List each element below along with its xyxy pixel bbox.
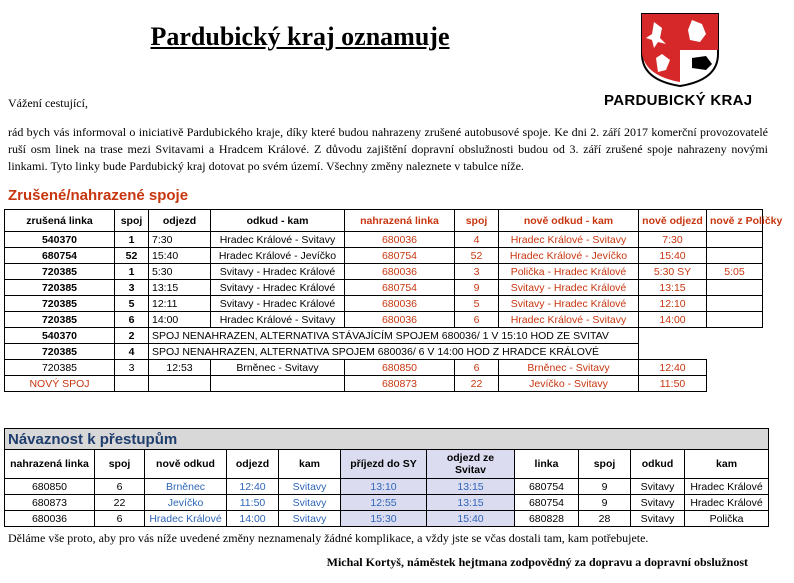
- table-cell: 52: [115, 248, 149, 264]
- table-cell: 12:53: [149, 360, 211, 376]
- table-title-row: [5, 429, 769, 450]
- table-cell: 5:05: [707, 264, 763, 280]
- header-cell: zrušená linka: [5, 210, 115, 232]
- table-cell: Hradec Králové - Svitavy: [499, 232, 639, 248]
- table-cell: 13:15: [639, 280, 707, 296]
- table-cell: 6: [455, 312, 499, 328]
- table-cell: 28: [579, 511, 631, 527]
- table-cell: Hradec Králové - Svitavy: [499, 312, 639, 328]
- header-cell: nově odkud - kam: [499, 210, 639, 232]
- table-cell: 4: [115, 344, 149, 360]
- table-cell: Svitavy - Hradec Králové: [211, 296, 345, 312]
- table-cell: 540370: [5, 232, 115, 248]
- header-cell: odjezd ze Svitav: [427, 450, 515, 479]
- table-cell: 3: [455, 264, 499, 280]
- note-text: SPOJ NENAHRAZEN, ALTERNATIVA SPOJEM 680036/ 6 V 14:00 HOD Z HRADCE KRÁLOVÉ: [149, 344, 639, 360]
- table-cell: 680850: [345, 360, 455, 376]
- table-cell: Hradec Králové: [145, 511, 227, 527]
- table-body: [5, 232, 763, 328]
- section-title: Zrušené/nahrazené spoje: [8, 187, 189, 204]
- table-row: [5, 495, 769, 511]
- table-cell: 15:30: [341, 511, 427, 527]
- table-cell: Svitavy: [279, 479, 341, 495]
- header-cell: nahrazená linka: [345, 210, 455, 232]
- table-cell: [149, 376, 211, 392]
- table-cell: 22: [455, 376, 499, 392]
- table-cell: Hradec Králové - Jevíčko: [499, 248, 639, 264]
- table-cell: 680036: [345, 264, 455, 280]
- table-row: [5, 479, 769, 495]
- table-cell: 6: [455, 360, 499, 376]
- table-cell: 52: [455, 248, 499, 264]
- footer-text: Děláme vše proto, aby pro vás níže uvedené změny neznamenaly žádné komplikace, a vždy jste se včas dostali tam, kam potřebujete.: [8, 531, 649, 545]
- table-cell: Svitavy: [631, 495, 685, 511]
- table-cell: Hradec Králové - Jevíčko: [211, 248, 345, 264]
- table-cell: 11:50: [227, 495, 279, 511]
- table-cell: 680754: [345, 280, 455, 296]
- empty-cell: [707, 360, 763, 376]
- table-cell: 680036: [5, 511, 95, 527]
- empty-cell: [639, 344, 763, 360]
- table-cell: Svitavy - Hradec Králové: [499, 296, 639, 312]
- table-cell: 13:10: [341, 479, 427, 495]
- table-cell: [707, 232, 763, 248]
- table-cell: [707, 312, 763, 328]
- header-cell: nově odkud: [145, 450, 227, 479]
- header-cell: odkud - kam: [211, 210, 345, 232]
- table-cell: [707, 296, 763, 312]
- table-cell: 7:30: [639, 232, 707, 248]
- table-cell: Svitavy: [279, 511, 341, 527]
- table-cell: 12:10: [639, 296, 707, 312]
- extra-body: [5, 360, 763, 392]
- table-cell: 13:15: [427, 479, 515, 495]
- table-cell: 3: [115, 360, 149, 376]
- table-row: [5, 280, 763, 296]
- brand-name: PARDUBICKÝ KRAJ: [604, 92, 753, 109]
- table-row: [5, 511, 769, 527]
- table-cell: 5:30 SY: [639, 264, 707, 280]
- table-cell: [211, 376, 345, 392]
- table-cell: 2: [115, 328, 149, 344]
- table-cell: 720385: [5, 360, 115, 376]
- table-cell: 720385: [5, 296, 115, 312]
- table-cell: 13:15: [427, 495, 515, 511]
- table-cell: 6: [95, 511, 145, 527]
- table-cell: 15:40: [639, 248, 707, 264]
- header-cell: kam: [279, 450, 341, 479]
- table-cell: 6: [115, 312, 149, 328]
- page-title: Pardubický kraj oznamuje: [150, 22, 450, 51]
- header-cell: nově z Poličky: [707, 210, 763, 232]
- header-cell: nahrazená linka: [5, 450, 95, 479]
- note-text: SPOJ NENAHRAZEN, ALTERNATIVA STÁVAJÍCÍM SPOJEM 680036/ 1 V 15:10 HOD ZE SVITAV: [149, 328, 639, 344]
- table-cell: Svitavy - Hradec Králové: [499, 280, 639, 296]
- table-cell: 720385: [5, 312, 115, 328]
- table-cell: 15:40: [427, 511, 515, 527]
- note-row: [5, 328, 763, 344]
- table-cell: 7:30: [149, 232, 211, 248]
- table-cell: 5: [455, 296, 499, 312]
- table-cell: 1: [115, 264, 149, 280]
- table-cell: Svitavy: [631, 511, 685, 527]
- table-cell: 720385: [5, 344, 115, 360]
- table-cell: 5: [115, 296, 149, 312]
- table-cell: 680873: [5, 495, 95, 511]
- connections-table: [4, 428, 769, 527]
- table-cell: 13:15: [149, 280, 211, 296]
- table-cell: Svitavy: [279, 495, 341, 511]
- table-cell: 680754: [515, 479, 579, 495]
- header-cell: nově odjezd: [639, 210, 707, 232]
- header-cell: odjezd: [149, 210, 211, 232]
- table-cell: Svitavy - Hradec Králové: [211, 280, 345, 296]
- table-cell: Polička: [685, 511, 769, 527]
- table-cell: 680754: [5, 248, 115, 264]
- table-cell: 3: [115, 280, 149, 296]
- header-cell: spoj: [455, 210, 499, 232]
- table-cell: 14:00: [227, 511, 279, 527]
- table-cell: 12:40: [227, 479, 279, 495]
- table-row: [5, 232, 763, 248]
- header-cell: spoj: [95, 450, 145, 479]
- table-cell: 4: [455, 232, 499, 248]
- table-cell: Hradec Králové: [685, 479, 769, 495]
- table-cell: 9: [579, 479, 631, 495]
- header-cell: odkud: [631, 450, 685, 479]
- table-cell: 12:11: [149, 296, 211, 312]
- table-cell: 680850: [5, 479, 95, 495]
- table-cell: 540370: [5, 328, 115, 344]
- table-cell: Brněnec - Svitavy: [211, 360, 345, 376]
- header-cell: spoj: [579, 450, 631, 479]
- intro-paragraph: rád bych vás informoval o iniciativě Pardubického kraje, díky které budou nahrazeny zrušené autobusové spoje. Ke dni 2. září 2017 komerční provozovatelé ruší osm linek na trase mezi Svitavami a Hradcem Králové. Z důvodu zajištění dopravní obslužnosti budou od 3. září zrušené spoje nahrazeny novými linkami. Tyto linky bude Pardubický kraj dotovat po svém území. Všechny změny naleznete v tabulce níže.: [8, 125, 768, 173]
- table-row: [5, 248, 763, 264]
- table-cell: 680754: [515, 495, 579, 511]
- table-cell: 9: [579, 495, 631, 511]
- header-cell: linka: [515, 450, 579, 479]
- table-body: [5, 479, 769, 527]
- table-cell: 5:30: [149, 264, 211, 280]
- table-row: [5, 264, 763, 280]
- header-cell: odjezd: [227, 450, 279, 479]
- table-cell: Brněnec - Svitavy: [499, 360, 639, 376]
- table-cell: [115, 376, 149, 392]
- table-cell: 15:40: [149, 248, 211, 264]
- coat-of-arms-logo: [636, 10, 724, 88]
- table-cell: Svitavy: [631, 479, 685, 495]
- table-cell: 680036: [345, 296, 455, 312]
- table-cell: 11:50: [639, 376, 707, 392]
- table-cell: 12:55: [341, 495, 427, 511]
- table-cell: 9: [455, 280, 499, 296]
- table-cell: 14:00: [639, 312, 707, 328]
- table-cell: [707, 280, 763, 296]
- header-cell: příjezd do SY: [341, 450, 427, 479]
- table-cell: [707, 248, 763, 264]
- table-row: [5, 376, 763, 392]
- table-cell: Hradec Králové: [685, 495, 769, 511]
- table-cell: 1: [115, 232, 149, 248]
- note-row: [5, 344, 763, 360]
- table-cell: Svitavy - Hradec Králové: [211, 264, 345, 280]
- table-cell: Hradec Králové - Svitavy: [211, 232, 345, 248]
- table-title: Návaznost k přestupům: [5, 429, 769, 450]
- greeting: Vážení cestující,: [8, 96, 88, 110]
- table-cell: Polička - Hradec Králové: [499, 264, 639, 280]
- table-cell: 680036: [345, 232, 455, 248]
- table-cell: Jevíčko - Svitavy: [499, 376, 639, 392]
- table-cell: 680873: [345, 376, 455, 392]
- empty-cell: [707, 376, 763, 392]
- header-cell: spoj: [115, 210, 149, 232]
- table-cell: 22: [95, 495, 145, 511]
- table-header-row: [5, 210, 763, 232]
- table-row: [5, 296, 763, 312]
- table-cell: 680828: [515, 511, 579, 527]
- notes-body: [5, 328, 763, 360]
- table-cell: 720385: [5, 280, 115, 296]
- table-cell: Brněnec: [145, 479, 227, 495]
- table-cell: 12:40: [639, 360, 707, 376]
- table-cell: 680754: [345, 248, 455, 264]
- table-cell: Hradec Králové - Svitavy: [211, 312, 345, 328]
- table-cell: 720385: [5, 264, 115, 280]
- signature: Michal Kortyš, náměstek hejtmana zodpovědný za dopravu a dopravní obslužnost: [326, 555, 748, 569]
- table-cell: 14:00: [149, 312, 211, 328]
- table-cell: 6: [95, 479, 145, 495]
- header-cell: kam: [685, 450, 769, 479]
- table-cell: 680036: [345, 312, 455, 328]
- table-row: [5, 312, 763, 328]
- cancelled-connections-table: [4, 209, 783, 392]
- table-row: [5, 360, 763, 376]
- table-header-row: [5, 450, 769, 479]
- table-cell: Jevíčko: [145, 495, 227, 511]
- table-cell: NOVÝ SPOJ: [5, 376, 115, 392]
- empty-cell: [639, 328, 763, 344]
